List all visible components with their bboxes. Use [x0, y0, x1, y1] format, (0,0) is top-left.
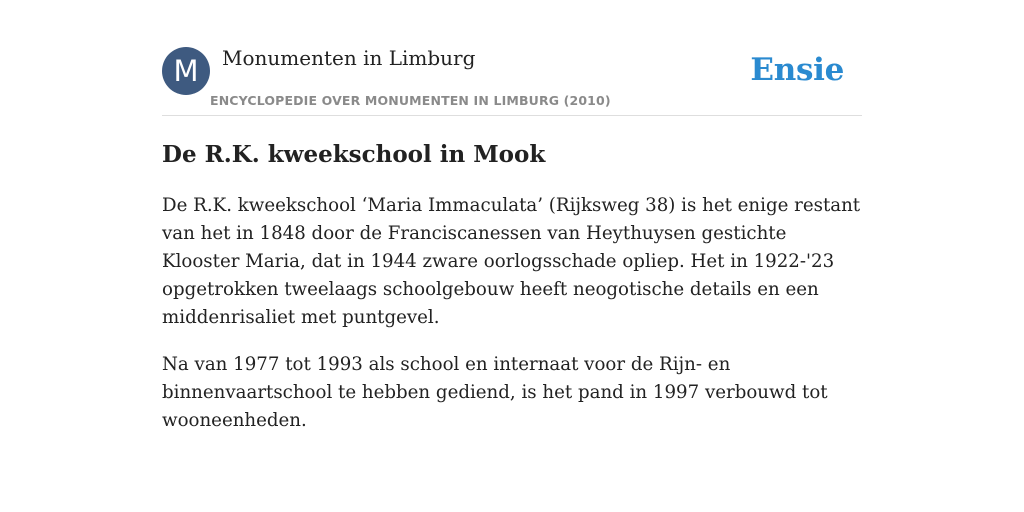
- ensie-logo[interactable]: Ensie: [750, 52, 844, 88]
- entry-body: [162, 192, 862, 454]
- dictionary-title-link[interactable]: Monumenten in Limburg: [222, 46, 476, 70]
- dictionary-header: [162, 46, 862, 116]
- dictionary-subtitle: ENCYCLOPEDIE OVER MONUMENTEN IN LIMBURG (2010): [210, 93, 611, 108]
- entry-title: De R.K. kweekschool in Mook: [162, 141, 546, 168]
- dictionary-avatar[interactable]: M: [162, 47, 210, 95]
- entry-paragraph: Na van 1977 tot 1993 als school en internaat voor de Rijn- en binnenvaartschool te hebben gediend, is het pand in 1997 verbouwd tot wooneenheden.: [162, 354, 828, 431]
- entry-paragraph: De R.K. kweekschool ‘Maria Immaculata’ (Rijksweg 38) is het enige restant van het in 1848 door de Franciscanessen van Heythuysen gestichte Klooster Maria, dat in 1944 zware oorlogsschade opliep. Het in 1922-'23 opgetrokken tweelaags schoolgebouw heeft neogotische details en een middenrisaliet met puntgevel.: [162, 195, 861, 328]
